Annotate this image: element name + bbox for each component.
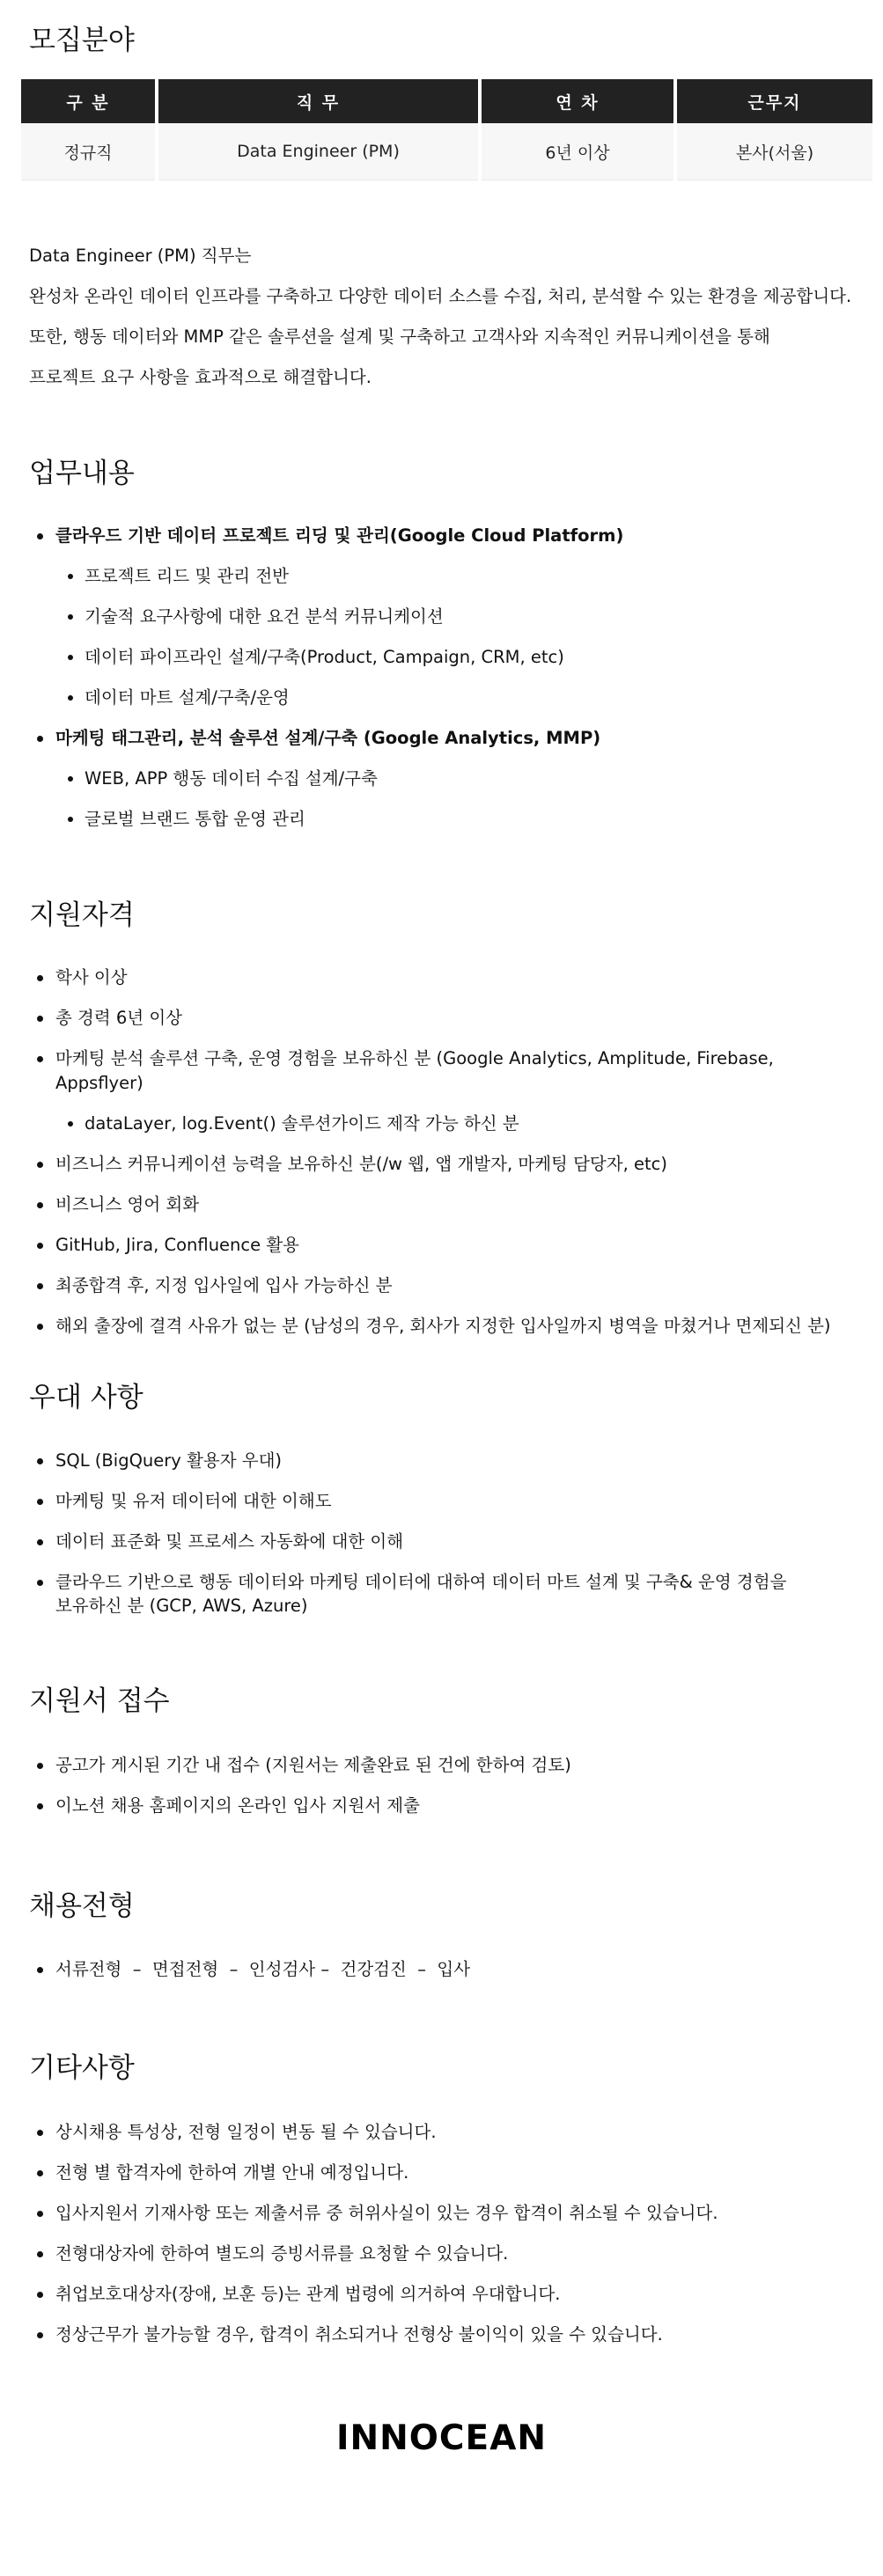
section-title-process: 채용전형 [29, 1890, 135, 1922]
section-title-application: 지원서 접수 [29, 1685, 170, 1717]
list-item [29, 726, 857, 751]
bullet-icon [37, 1016, 43, 1022]
list-item [29, 524, 857, 548]
list-item [29, 1046, 857, 1096]
bullet-icon [68, 655, 73, 660]
intro-line: 프로젝트 요구 사항을 효과적으로 해결합니다. [29, 367, 372, 387]
list-item [29, 605, 857, 629]
bullet-icon [37, 736, 43, 742]
list-item [29, 2242, 857, 2266]
bullet-icon [37, 1458, 43, 1464]
list-item [29, 1314, 857, 1339]
list-item-text: SQL (BigQuery 활용자 우대) [55, 1450, 283, 1471]
list-item-text: 전형 별 합격자에 한하여 개별 안내 예정입니다. [55, 2162, 409, 2183]
bullet-icon [37, 1803, 43, 1809]
list-item [29, 767, 857, 791]
bullet-icon [68, 776, 73, 782]
intro-line: Data Engineer (PM) 직무는 [29, 246, 252, 266]
bullet-icon [37, 1243, 43, 1249]
recruit-table-container [21, 79, 862, 180]
bullet-icon [37, 1763, 43, 1769]
section-title-qualifications: 지원자격 [29, 899, 135, 931]
section-title-duties: 업무내용 [29, 458, 135, 489]
process-steps: 서류전형 – 면접전형 – 인성검사 – 건강검진 – 입사 [55, 1959, 471, 1979]
preferred-list [29, 1449, 857, 1633]
bullet-icon [37, 975, 43, 981]
table-header-row [21, 79, 872, 123]
application-list [29, 1753, 857, 1834]
list-item [29, 1449, 857, 1473]
list-item-text: 프로젝트 리드 및 관리 전반 [85, 566, 290, 586]
table-cell-location: 본사(서울) [677, 123, 872, 180]
list-item [29, 965, 857, 990]
table-cell-type: 정규직 [21, 123, 155, 180]
section-title-recruit-field: 모집분야 [29, 25, 135, 56]
list-item [29, 1273, 857, 1298]
list-item-text: 입사지원서 기재사항 또는 제출서류 중 허위사실이 있는 경우 합격이 취소될 수 있습니다. [55, 2203, 718, 2223]
list-item [29, 1530, 857, 1554]
list-item-text: 데이터 표준화 및 프로세스 자동화에 대한 이해 [55, 1531, 404, 1552]
list-item [29, 1193, 857, 1217]
bullet-icon [37, 1162, 43, 1168]
table-row [21, 123, 872, 180]
bullet-icon [37, 2332, 43, 2338]
bullet-icon [37, 2170, 43, 2176]
table-cell-position: Data Engineer (PM) [158, 123, 478, 180]
list-item-text: 취업보호대상자(장애, 보훈 등)는 관계 법령에 의거하여 우대합니다. [55, 2284, 561, 2304]
bullet-icon [37, 1283, 43, 1289]
list-item-text: 전형대상자에 한하여 별도의 증빙서류를 요청할 수 있습니다. [55, 2243, 509, 2264]
innocean-logo: INNOCEAN [335, 2418, 548, 2458]
table-header-experience: 연 차 [482, 79, 673, 123]
bullet-icon [68, 1121, 73, 1127]
bullet-icon [37, 2251, 43, 2257]
list-item-text: 데이터 마트 설계/구축/운영 [85, 687, 290, 708]
table-header-position: 직 무 [158, 79, 478, 123]
list-item-text: 마케팅 분석 솔루션 구축, 운영 경험을 보유하신 분 (Google Analytics, Amplitude, Firebase, Appsflyer) [55, 1048, 774, 1093]
list-item [29, 1957, 857, 1982]
bullet-icon [37, 1967, 43, 1973]
section-title-preferred: 우대 사항 [29, 1382, 143, 1413]
list-item-text: 공고가 게시된 기간 내 접수 (지원서는 제출완료 된 건에 한하여 검토) [55, 1755, 571, 1775]
list-item [29, 686, 857, 710]
intro-line: 완성차 온라인 데이터 인프라를 구축하고 다양한 데이터 소스를 수집, 처리, 분석할 수 있는 환경을 제공합니다. [29, 286, 852, 306]
list-item-text: 마케팅 및 유저 데이터에 대한 이해도 [55, 1491, 332, 1511]
process-list [29, 1957, 857, 1998]
list-item-text-continued: 보유하신 분 (GCP, AWS, Azure) [55, 1596, 308, 1616]
list-item-text: 클라우드 기반 데이터 프로젝트 리딩 및 관리(Google Cloud Platform) [55, 525, 624, 546]
list-item [29, 1152, 857, 1177]
duties-list [29, 524, 857, 848]
list-item-text: 학사 이상 [55, 967, 128, 987]
list-item-text: 상시채용 특성상, 전형 일정이 변동 될 수 있습니다. [55, 2122, 437, 2142]
list-item [29, 645, 857, 670]
bullet-icon [37, 1324, 43, 1330]
table-header-location: 근무지 [677, 79, 872, 123]
recruit-table [18, 79, 876, 180]
bullet-icon [68, 817, 73, 822]
bullet-icon [37, 2292, 43, 2298]
list-item [29, 2161, 857, 2185]
bullet-icon [68, 574, 73, 579]
list-item [29, 2323, 857, 2347]
bullet-icon [37, 533, 43, 539]
list-item [29, 2120, 857, 2145]
bullet-icon [37, 2130, 43, 2136]
list-item [29, 1753, 857, 1778]
qualifications-list [29, 965, 857, 1354]
list-item-text: 이노션 채용 홈페이지의 온라인 입사 지원서 제출 [55, 1795, 420, 1816]
bullet-icon [37, 1580, 43, 1586]
section-title-misc: 기타사항 [29, 2052, 135, 2084]
list-item-text: 정상근무가 불가능할 경우, 합격이 취소되거나 전형상 불이익이 있을 수 있습니다. [55, 2324, 663, 2345]
list-item [29, 1794, 857, 1818]
intro-line: 또한, 행동 데이터와 MMP 같은 솔루션을 설계 및 구축하고 고객사와 지속적인 커뮤니케이션을 통해 [29, 327, 770, 347]
bullet-icon [37, 1202, 43, 1208]
list-item-text: 비즈니스 영어 회화 [55, 1194, 200, 1215]
bullet-icon [68, 695, 73, 701]
table-header-type: 구 분 [21, 79, 155, 123]
misc-list [29, 2120, 857, 2363]
list-item [29, 1489, 857, 1514]
bullet-icon [37, 1056, 43, 1062]
list-item-text: 데이터 파이프라인 설계/구축(Product, Campaign, CRM, etc) [85, 647, 564, 667]
list-item-text: GitHub, Jira, Confluence 활용 [55, 1235, 299, 1255]
job-intro [29, 236, 865, 398]
bullet-icon [37, 1499, 43, 1505]
list-item-text: 최종합격 후, 지정 입사일에 입사 가능하신 분 [55, 1275, 393, 1295]
list-item [29, 564, 857, 589]
table-cell-experience: 6년 이상 [482, 123, 673, 180]
list-item [29, 1112, 857, 1136]
bullet-icon [37, 2211, 43, 2217]
list-item-text: dataLayer, log.Event() 솔루션가이드 제작 가능 하신 분 [85, 1113, 519, 1134]
list-item [29, 1570, 857, 1618]
list-item-text: 비즈니스 커뮤니케이션 능력을 보유하신 분(/w 웹, 앱 개발자, 마케팅 담당자, etc) [55, 1154, 667, 1174]
list-item-text: 마케팅 태그관리, 분석 솔루션 설계/구축 (Google Analytics, MMP) [55, 728, 601, 748]
list-item-text: 기술적 요구사항에 대한 요건 분석 커뮤니케이션 [85, 606, 444, 627]
list-item-text: 클라우드 기반으로 행동 데이터와 마케팅 데이터에 대하여 데이터 마트 설계 및 구축& 운영 경험을 [55, 1572, 787, 1592]
list-item-text: 총 경력 6년 이상 [55, 1008, 183, 1028]
bullet-icon [68, 614, 73, 620]
list-item [29, 807, 857, 832]
list-item-text: 해외 출장에 결격 사유가 없는 분 (남성의 경우, 회사가 지정한 입사일까지 병역을 마쳤거나 면제되신 분) [55, 1316, 831, 1336]
list-item [29, 1233, 857, 1258]
list-item [29, 1006, 857, 1031]
list-item-text: WEB, APP 행동 데이터 수집 설계/구축 [85, 768, 378, 789]
list-item-text: 글로벌 브랜드 통합 운영 관리 [85, 809, 305, 829]
bullet-icon [37, 1539, 43, 1545]
list-item [29, 2201, 857, 2226]
list-item [29, 2282, 857, 2307]
